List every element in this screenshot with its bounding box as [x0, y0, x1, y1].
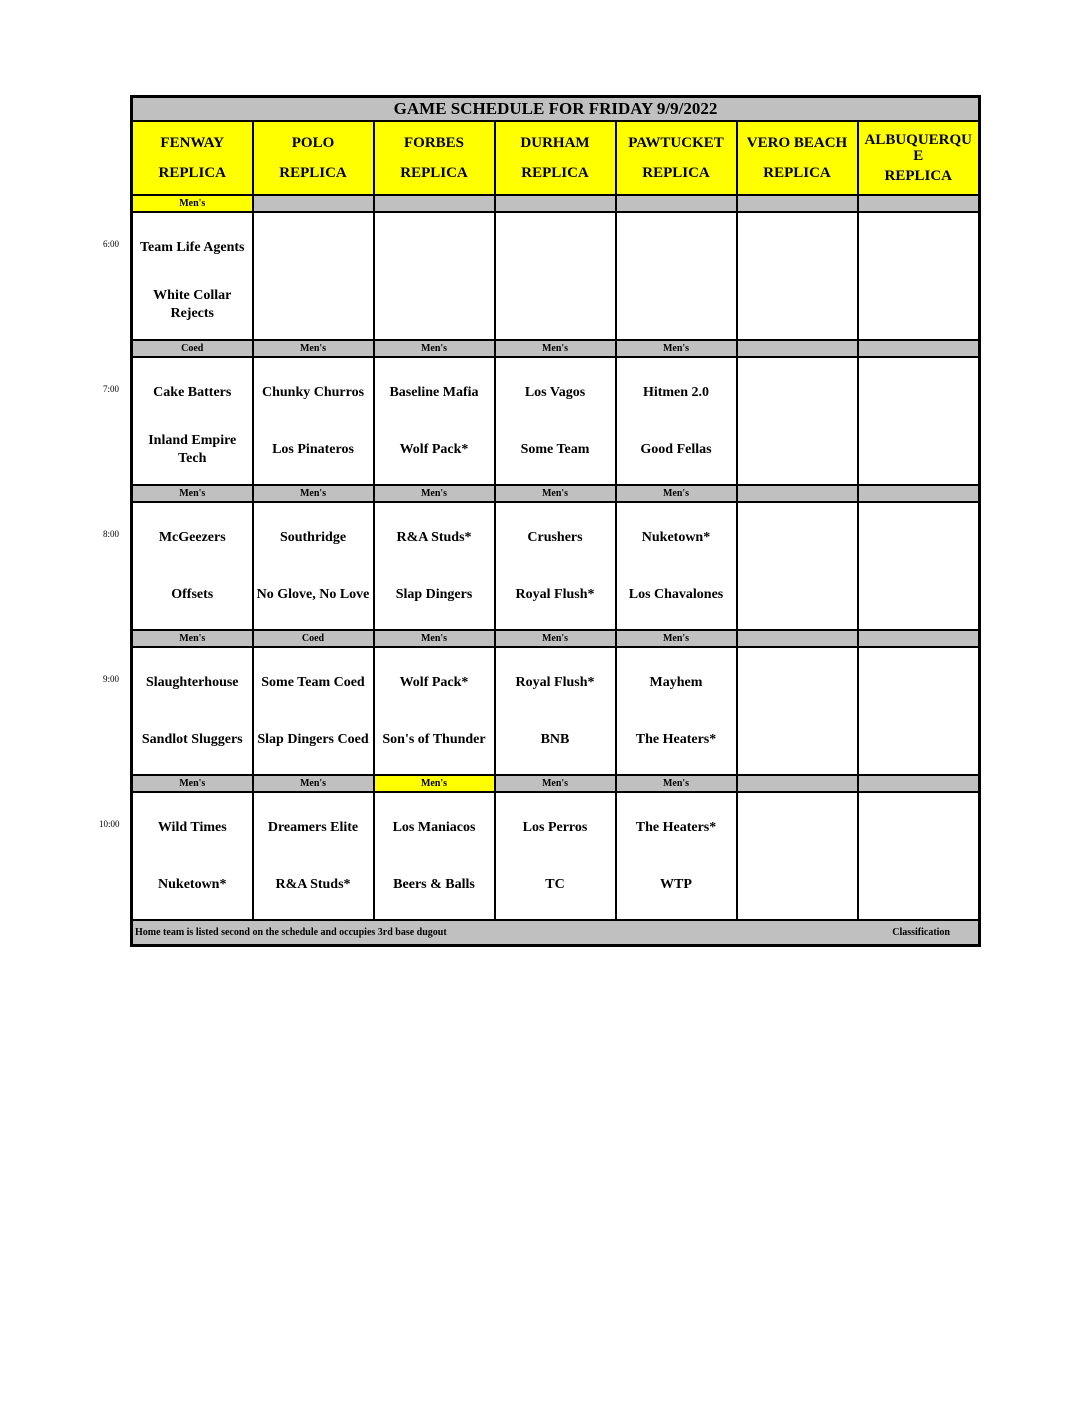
classification-cell — [858, 775, 980, 792]
field-name: POLO — [291, 135, 335, 151]
field-header-pawtucket — [616, 121, 737, 195]
time-label: 6:00 — [103, 238, 120, 249]
home-team — [859, 421, 979, 484]
game-cell — [132, 212, 253, 340]
classification-cell — [737, 630, 858, 647]
game-cell — [737, 357, 858, 485]
away-team: Southridge — [279, 529, 347, 545]
classification-cell — [737, 775, 858, 792]
classification-cell: Men's — [616, 340, 737, 357]
away-team: Mayhem — [649, 674, 703, 690]
classification-cell — [858, 485, 980, 502]
away-team: Chunky Churros — [261, 384, 365, 400]
home-team: Los Chavalones — [628, 586, 724, 602]
classification-cell: Men's — [253, 775, 374, 792]
away-team: Cake Batters — [153, 384, 232, 400]
home-team: No Glove, No Love — [256, 586, 370, 602]
away-team — [859, 793, 979, 856]
classification-cell: Men's — [132, 775, 253, 792]
away-team — [738, 358, 857, 421]
away-team — [859, 358, 979, 421]
classification-cell — [737, 340, 858, 357]
classification-cell: Coed — [132, 340, 253, 357]
game-cell — [495, 212, 616, 340]
game-cell — [616, 502, 737, 630]
field-name: FORBES — [403, 135, 464, 151]
away-team — [859, 648, 979, 711]
footer-row — [132, 920, 980, 946]
classification-cell — [737, 195, 858, 212]
field-header-forbes — [374, 121, 495, 195]
game-cell — [495, 502, 616, 630]
away-team: Hitmen 2.0 — [642, 384, 710, 400]
game-cell — [737, 212, 858, 340]
game-cell — [253, 792, 374, 920]
time-label: 9:00 — [103, 673, 120, 684]
field-name: ALBUQUERQU E — [864, 131, 972, 165]
away-team — [738, 793, 857, 856]
away-team: Wild Times — [157, 819, 227, 835]
footer-bar — [132, 920, 980, 946]
classification-cell: Men's — [616, 775, 737, 792]
classification-cell — [374, 195, 495, 212]
game-cell — [132, 647, 253, 775]
classification-cell: Men's — [495, 485, 616, 502]
field-subtitle: REPLICA — [279, 164, 347, 181]
away-team — [738, 503, 857, 566]
game-cell — [132, 792, 253, 920]
classification-cell: Men's — [495, 630, 616, 647]
game-row — [132, 212, 980, 340]
classification-row — [132, 630, 980, 647]
home-team: White Collar Rejects — [153, 288, 232, 321]
away-team: R&A Studs* — [396, 529, 472, 545]
home-team — [738, 276, 857, 339]
game-cell — [616, 792, 737, 920]
home-team: Los Pinateros — [272, 441, 354, 457]
classification-row — [132, 340, 980, 357]
home-team — [859, 276, 979, 339]
classification-cell: Men's — [132, 195, 253, 212]
away-team: Crushers — [527, 529, 583, 545]
field-subtitle: REPLICA — [400, 164, 468, 181]
classification-cell: Men's — [253, 485, 374, 502]
home-team: The Heaters* — [635, 731, 717, 747]
away-team: Team Life Agents — [140, 239, 245, 255]
schedule-title: GAME SCHEDULE FOR FRIDAY 9/9/2022 — [132, 97, 980, 122]
away-team: Some Team Coed — [261, 674, 365, 690]
home-team — [738, 711, 857, 774]
game-cell — [374, 647, 495, 775]
classification-cell: Men's — [374, 485, 495, 502]
classification-cell — [737, 485, 858, 502]
game-cell — [858, 502, 980, 630]
home-team: Inland Empire Tech — [148, 433, 237, 466]
game-cell — [374, 502, 495, 630]
away-team: Baseline Mafia — [389, 384, 479, 400]
away-team — [496, 213, 615, 276]
field-subtitle: REPLICA — [884, 167, 952, 184]
field-name: FENWAY — [160, 135, 225, 151]
field-subtitle: REPLICA — [763, 164, 831, 181]
game-cell — [253, 502, 374, 630]
away-team: Royal Flush* — [515, 674, 595, 690]
classification-row — [132, 775, 980, 792]
field-header-albuquerque — [858, 121, 980, 195]
classification-cell — [858, 340, 980, 357]
home-team: Royal Flush* — [515, 586, 595, 602]
home-team: Offsets — [171, 586, 214, 602]
classification-cell: Coed — [253, 630, 374, 647]
away-team — [375, 213, 494, 276]
game-cell — [253, 357, 374, 485]
away-team — [738, 213, 857, 276]
field-subtitle: REPLICA — [158, 164, 226, 181]
away-team: McGeezers — [158, 529, 226, 545]
game-row — [132, 647, 980, 775]
home-team: Good Fellas — [640, 441, 712, 457]
home-team — [738, 566, 857, 629]
game-row — [132, 357, 980, 485]
home-team: Some Team — [520, 441, 590, 457]
game-cell — [253, 212, 374, 340]
game-cell — [132, 357, 253, 485]
classification-cell: Men's — [374, 775, 495, 792]
classification-cell: Men's — [495, 340, 616, 357]
classification-row — [132, 195, 980, 212]
game-cell — [737, 647, 858, 775]
game-cell — [374, 212, 495, 340]
home-team: Wolf Pack* — [399, 441, 469, 457]
game-cell — [616, 647, 737, 775]
field-header-vero-beach — [737, 121, 858, 195]
game-cell — [495, 357, 616, 485]
game-cell — [858, 647, 980, 775]
home-team: Nuketown* — [158, 876, 227, 892]
field-name: VERO BEACH — [746, 135, 848, 151]
classification-cell — [616, 195, 737, 212]
classification-cell: Men's — [132, 630, 253, 647]
away-team — [254, 213, 373, 276]
away-team: Slaughterhouse — [145, 674, 239, 690]
field-header-row — [132, 121, 980, 195]
field-name: DURHAM — [520, 135, 590, 151]
home-team — [254, 276, 373, 339]
away-team: Los Vagos — [524, 384, 586, 400]
home-team — [859, 711, 979, 774]
game-row — [132, 502, 980, 630]
home-team: TC — [545, 876, 565, 892]
classification-cell — [858, 195, 980, 212]
home-team — [859, 856, 979, 919]
classification-cell — [858, 630, 980, 647]
home-team — [375, 276, 494, 339]
game-cell — [132, 502, 253, 630]
classification-legend: Classification — [892, 927, 950, 938]
home-team: Slap Dingers — [395, 586, 473, 602]
time-label: 10:00 — [99, 818, 120, 829]
game-cell — [495, 792, 616, 920]
field-subtitle: REPLICA — [521, 164, 589, 181]
away-team — [738, 648, 857, 711]
field-header-polo — [253, 121, 374, 195]
away-team — [859, 503, 979, 566]
home-team: WTP — [660, 876, 692, 892]
classification-cell — [495, 195, 616, 212]
classification-cell: Men's — [616, 485, 737, 502]
game-cell — [253, 647, 374, 775]
game-cell — [858, 212, 980, 340]
home-team: Slap Dingers Coed — [257, 731, 369, 747]
home-team: Beers & Balls — [393, 876, 475, 892]
game-cell — [737, 792, 858, 920]
home-team — [738, 856, 857, 919]
game-row — [132, 792, 980, 920]
home-team: Sandlot Sluggers — [141, 731, 243, 747]
classification-cell: Men's — [495, 775, 616, 792]
classification-cell: Men's — [374, 340, 495, 357]
game-cell — [374, 792, 495, 920]
home-team: Son's of Thunder — [382, 731, 486, 747]
schedule-table — [130, 95, 981, 947]
field-subtitle: REPLICA — [642, 164, 710, 181]
away-team: The Heaters* — [635, 819, 717, 835]
classification-cell: Men's — [616, 630, 737, 647]
away-team: Los Maniacos — [392, 819, 476, 835]
classification-row — [132, 485, 980, 502]
game-cell — [616, 357, 737, 485]
game-cell — [616, 212, 737, 340]
footer-note: Home team is listed second on the schedule and occupies 3rd base dugout — [135, 927, 447, 938]
classification-cell — [253, 195, 374, 212]
classification-cell: Men's — [253, 340, 374, 357]
field-header-fenway — [132, 121, 253, 195]
away-team: Nuketown* — [641, 529, 711, 545]
away-team: Los Perros — [522, 819, 588, 835]
classification-cell: Men's — [132, 485, 253, 502]
field-name: PAWTUCKET — [628, 135, 724, 151]
home-team — [738, 421, 857, 484]
home-team — [496, 276, 615, 339]
away-team — [859, 213, 979, 276]
title-row — [132, 97, 980, 122]
time-label: 7:00 — [103, 383, 120, 394]
away-team — [617, 213, 736, 276]
field-header-durham — [495, 121, 616, 195]
away-team: Dreamers Elite — [267, 819, 359, 835]
game-cell — [858, 792, 980, 920]
game-cell — [374, 357, 495, 485]
home-team: R&A Studs* — [275, 876, 351, 892]
game-cell — [737, 502, 858, 630]
time-label: 8:00 — [103, 528, 120, 539]
game-cell — [858, 357, 980, 485]
home-team: BNB — [540, 731, 570, 747]
home-team — [617, 276, 736, 339]
classification-cell: Men's — [374, 630, 495, 647]
away-team: Wolf Pack* — [399, 674, 469, 690]
game-cell — [495, 647, 616, 775]
home-team — [859, 566, 979, 629]
